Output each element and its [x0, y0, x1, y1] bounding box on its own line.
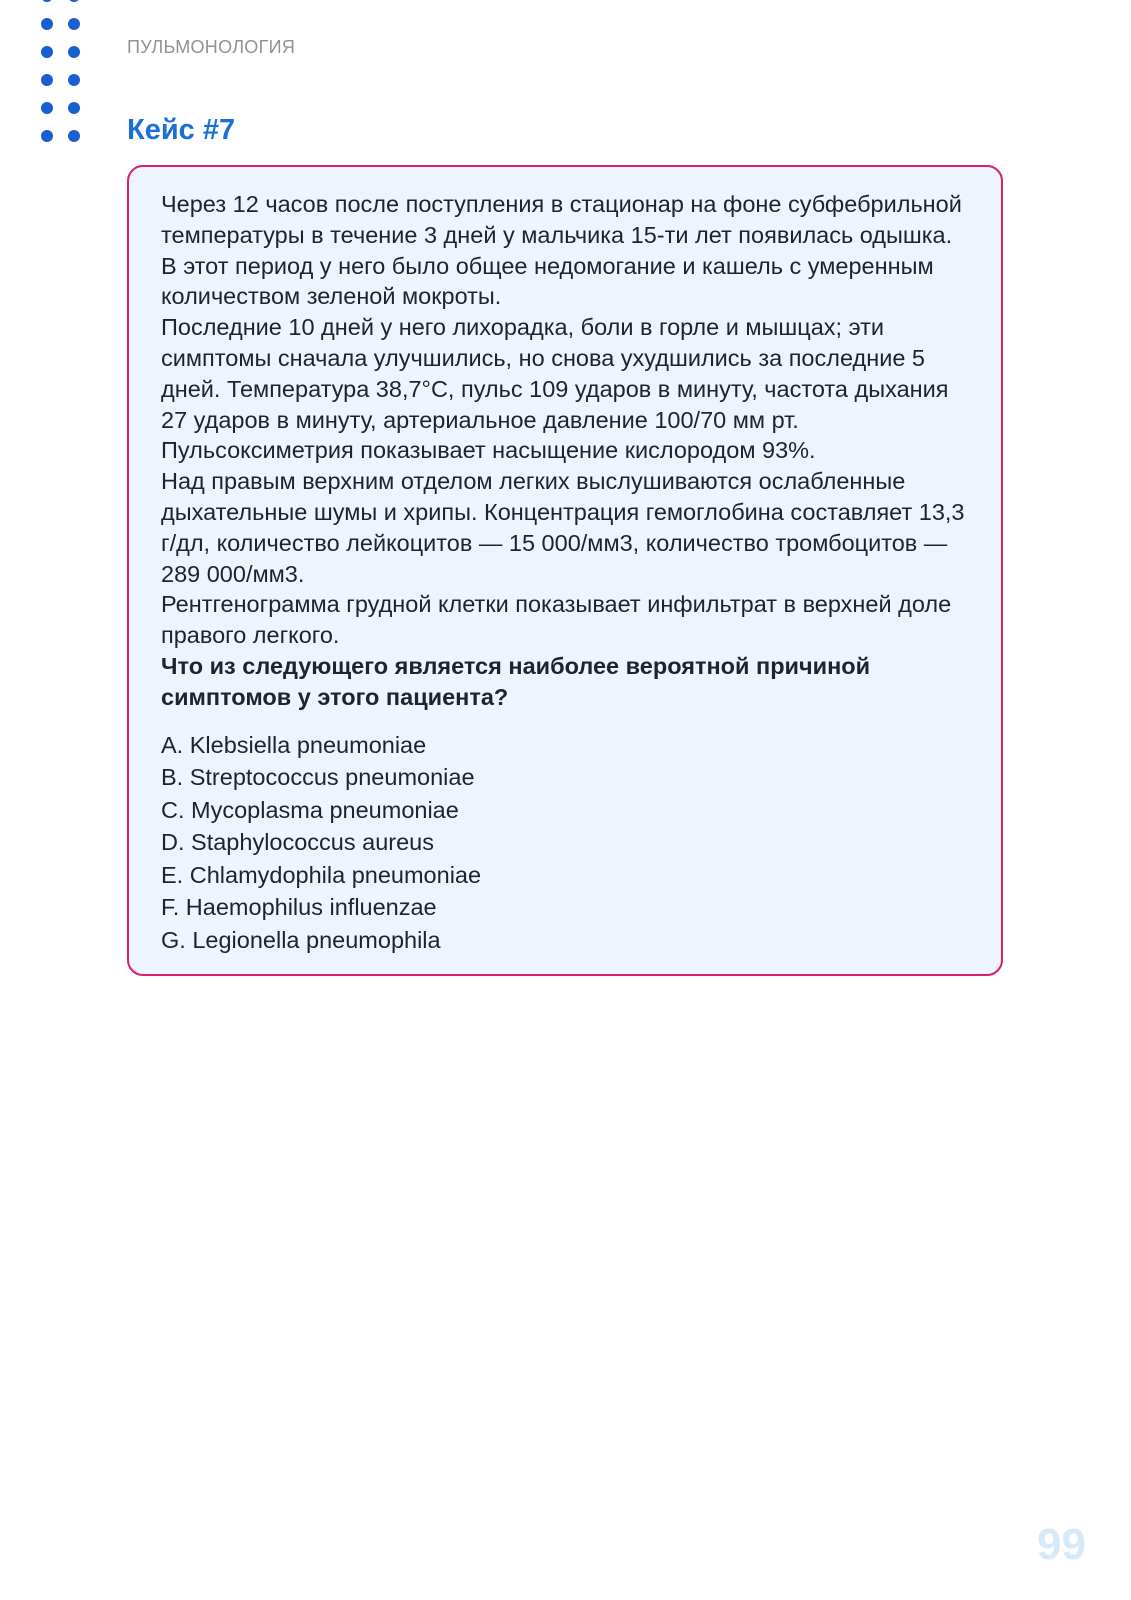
case-paragraph: Через 12 часов после поступления в стационар на фоне субфебрильной температуры в течение 3 дней у мальчика 15-ти лет появилась одышка. В этот период у него было общее недомогание и кашель с умеренным количеством зеленой мокроты.	[161, 191, 962, 310]
answer-option: C. Mycoplasma pneumoniae	[161, 796, 459, 823]
answer-option: E. Chlamydophila pneumoniae	[161, 861, 482, 888]
case-question: Что из следующего является наиболее вероятной причиной симптомов у этого пациента?	[161, 652, 871, 710]
case-paragraph: Рентгенограмма грудной клетки показывает инфильтрат в верхней доле правого легкого.	[161, 591, 952, 649]
answer-options	[161, 729, 971, 957]
dot	[68, 130, 80, 142]
dot	[68, 0, 80, 2]
answer-option: G. Legionella pneumophila	[161, 926, 441, 953]
case-box	[127, 165, 1003, 976]
dot	[41, 18, 53, 30]
case-paragraph: Последние 10 дней у него лихорадка, боли в горле и мышцах; эти симптомы сначала улучшились, но снова ухудшились за последние 5 дней. Температура 38,7°С, пульс 109 ударов в минуту, частота дыхания 27 ударов в минуту, артериальное давление 100/70 мм рт. Пульсоксиметрия показывает насыщение кислородом 93%.	[161, 314, 949, 464]
page-number: 99	[1037, 1520, 1086, 1569]
answer-option: F. Haemophilus influenzae	[161, 894, 437, 921]
dot	[41, 46, 53, 58]
answer-option: A. Klebsiella pneumoniae	[161, 731, 427, 758]
case-paragraph: Над правым верхним отделом легких выслушиваются ослабленные дыхательные шумы и хрипы. Концентрация гемоглобина составляет 13,3 г/дл, количество лейкоцитов — 15 000/мм3, количество тромбоцитов — 289 000/мм3.	[161, 468, 965, 587]
answer-option: B. Streptococcus pneumoniae	[161, 764, 475, 791]
dot	[41, 102, 53, 114]
dot	[68, 46, 80, 58]
section-label: ПУЛЬМОНОЛОГИЯ	[127, 37, 296, 57]
dot	[41, 130, 53, 142]
dot	[41, 0, 53, 2]
dot	[68, 18, 80, 30]
answer-option: D. Staphylococcus aureus	[161, 829, 435, 856]
dot	[68, 102, 80, 114]
case-title: Кейс #7	[127, 114, 236, 146]
dot	[68, 74, 80, 86]
dot-grid-icon	[41, 0, 81, 160]
dot	[41, 74, 53, 86]
